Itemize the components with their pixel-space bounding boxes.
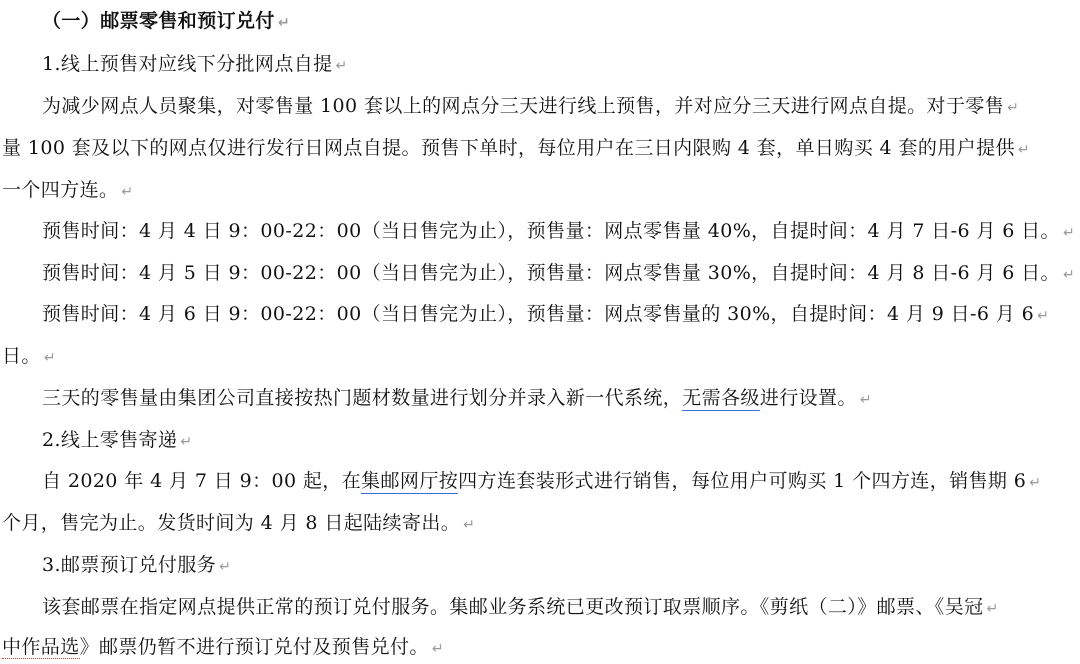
presale-schedule-line — [42, 258, 1075, 288]
paragraph-return-icon: ↵ — [1029, 475, 1042, 491]
text-segment: 三天的零售量由集团公司直接按热门题材数量进行划分并录入新一代系统， — [42, 387, 683, 409]
paragraph-return-icon: ↵ — [1007, 100, 1020, 116]
text-segment: 预售时间：4 月 4 日 9：00-22：00（当日售完为止），预售量：网点零售量 40%，自提时间：4 月 7 日-6 月 6 日。 — [42, 220, 1060, 242]
paragraph-line — [42, 91, 1019, 121]
underlined-text: 中作品选 — [2, 636, 80, 658]
paragraph-line — [2, 133, 1030, 163]
text-segment: 量 100 套及以下的网点仅进行发行日网点自提。预售下单时，每位用户在三日内限购 4 套，单日购买 4 套的用户提供 — [2, 137, 1015, 159]
paragraph-line — [2, 508, 475, 538]
text-segment: 进行设置。 — [759, 387, 857, 409]
paragraph-return-icon: ↵ — [1037, 308, 1050, 324]
subheading-reservation — [42, 550, 231, 580]
paragraph-line — [2, 632, 444, 662]
paragraph-line — [42, 592, 999, 622]
text-segment: 自 2020 年 4 月 7 日 9：00 起，在 — [42, 470, 362, 492]
text-segment: 日。 — [2, 345, 41, 367]
text-segment: 该套邮票在指定网点提供正常的预订兑付服务。集邮业务系统已更改预订取票顺序。《剪纸（二）》邮票、《吴冠 — [42, 596, 984, 618]
paragraph-line — [42, 466, 1041, 496]
text-segment: 3.邮票预订兑付服务 — [42, 554, 217, 576]
paragraph-line — [42, 383, 872, 413]
paragraph-return-icon: ↵ — [859, 392, 872, 408]
paragraph-return-icon: ↵ — [986, 601, 999, 617]
paragraph-return-icon: ↵ — [180, 434, 193, 450]
paragraph-return-icon: ↵ — [1017, 142, 1031, 158]
text-segment: 四方连套装形式进行销售，每位用户可购买 1 个四方连，销售期 6 — [458, 470, 1027, 492]
text-segment: 2.线上零售寄递 — [42, 429, 178, 451]
paragraph-return-icon: ↵ — [1062, 267, 1076, 283]
underlined-text: 无需各级 — [682, 387, 760, 409]
paragraph-return-icon: ↵ — [1062, 225, 1076, 241]
paragraph-line — [2, 175, 134, 205]
text-segment: （一）邮票零售和预订兑付 — [42, 10, 275, 32]
text-segment: 预售时间：4 月 6 日 9：00-22：00（当日售完为止），预售量：网点零售量的 30%，自提时间：4 月 9 日-6 月 6 — [42, 303, 1035, 325]
subheading-presale — [42, 49, 348, 79]
paragraph-return-icon: ↵ — [463, 517, 476, 533]
text-segment: 个月，售完为止。发货时间为 4 月 8 日起陆续寄出。 — [2, 512, 461, 534]
paragraph-return-icon: ↵ — [219, 559, 232, 575]
presale-schedule-line — [42, 216, 1075, 246]
text-segment: 为减少网点人员聚集，对零售量 100 套以上的网点分三天进行线上预售，并对应分三天进行网点自提。对于零售 — [42, 95, 1005, 117]
paragraph-return-icon: ↵ — [43, 350, 56, 366]
text-segment: 预售时间：4 月 5 日 9：00-22：00（当日售完为止），预售量：网点零售量 30%，自提时间：4 月 8 日-6 月 6 日。 — [42, 262, 1060, 284]
underlined-text: 集邮网厅按 — [361, 470, 459, 492]
section-heading — [42, 6, 290, 36]
paragraph-return-icon: ↵ — [121, 184, 134, 200]
subheading-online-retail — [42, 425, 192, 455]
paragraph-line — [2, 341, 56, 371]
paragraph-return-icon: ↵ — [335, 58, 348, 74]
text-segment: 1.线上预售对应线下分批网点自提 — [42, 53, 333, 75]
text-segment: 》邮票仍暂不进行预订兑付及预售兑付。 — [79, 636, 429, 658]
text-segment: 一个四方连。 — [2, 179, 119, 201]
presale-schedule-line — [42, 299, 1049, 329]
paragraph-return-icon: ↵ — [431, 641, 444, 657]
paragraph-return-icon: ↵ — [277, 15, 290, 31]
